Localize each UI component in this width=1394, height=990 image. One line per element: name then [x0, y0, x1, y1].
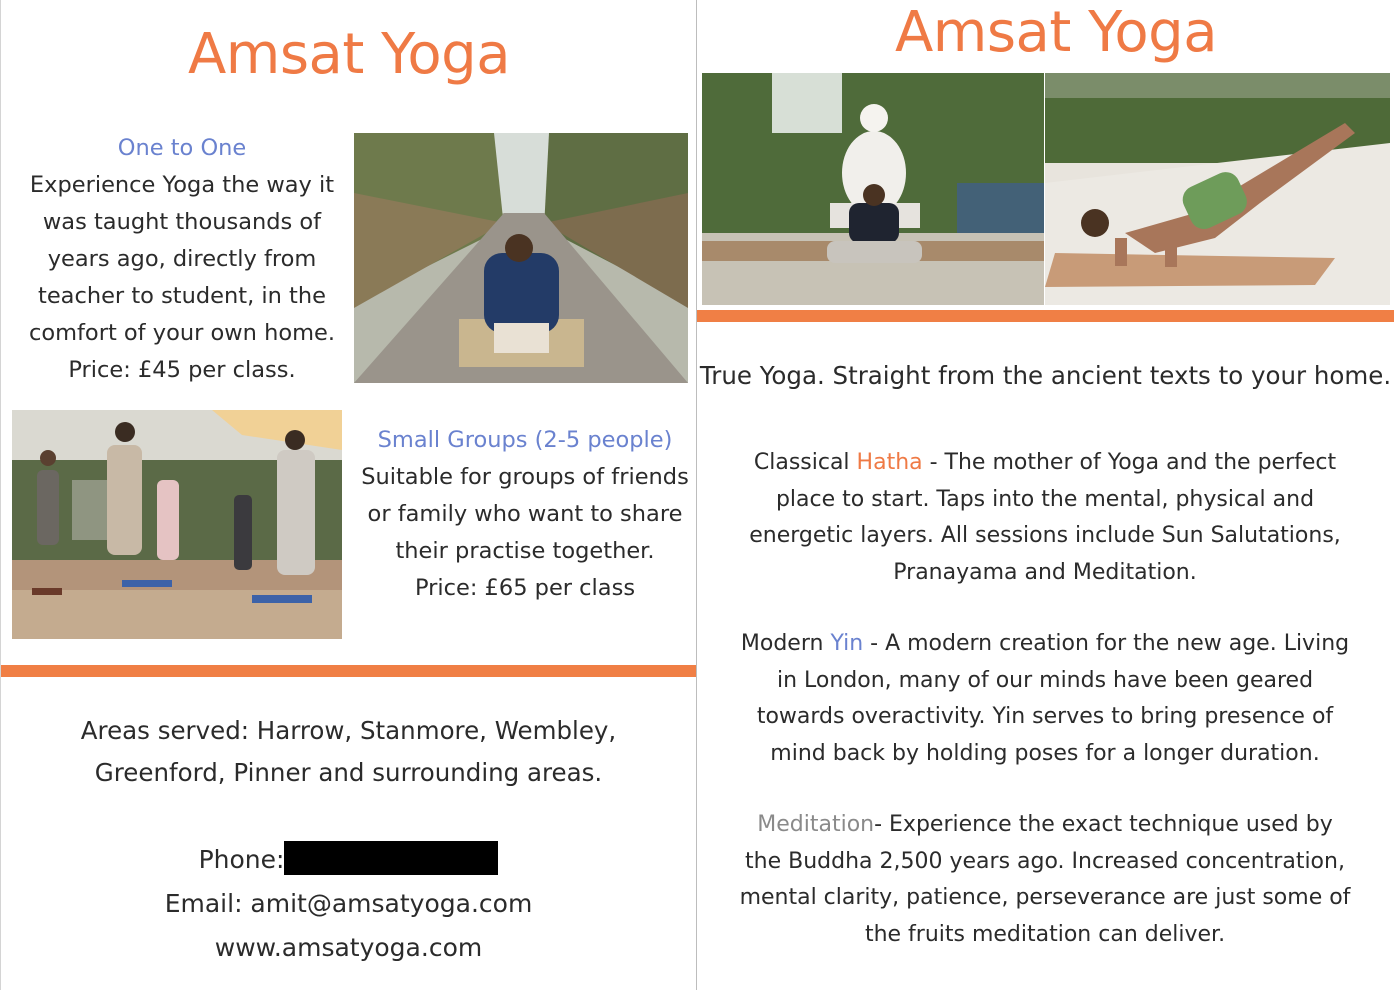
hatha-first-line	[709, 445, 1381, 482]
meditation-first-rest: - Experience the exact technique used by	[874, 812, 1333, 837]
hatha-prefix: Classical	[753, 450, 857, 475]
one-to-one-line: Experience Yoga the way it	[29, 172, 335, 198]
meditation-section	[709, 807, 1381, 953]
meditation-line: the Buddha 2,500 years ago. Increased concentration,	[745, 848, 1345, 874]
areas-line: Areas served: Harrow, Stanmore, Wembley,	[80, 716, 617, 745]
brand-title-left: Amsat Yoga	[188, 22, 511, 87]
hatha-section	[709, 445, 1381, 591]
photo-arm-balance	[1045, 73, 1390, 305]
tagline: True Yoga. Straight from the ancient texts to your home.	[699, 361, 1392, 390]
hatha-line: place to start. Taps into the mental, physical and	[775, 486, 1315, 512]
one-to-one-line: teacher to student, in the	[38, 283, 326, 309]
one-to-one-line: years ago, directly from	[47, 246, 317, 272]
orange-divider-left	[1, 665, 696, 677]
one-to-one-block	[21, 130, 343, 389]
email-text[interactable]: Email: amit@amsatyoga.com	[164, 889, 533, 918]
yin-line: in London, many of our minds have been geared	[776, 667, 1314, 693]
photo-seated-meditation	[702, 73, 1044, 305]
contact-block	[1, 838, 696, 970]
small-groups-heading: Small Groups (2-5 people)	[377, 427, 673, 453]
hatha-first-rest: - The mother of Yoga and the perfect	[922, 450, 1337, 475]
hatha-style-name: Hatha	[856, 450, 923, 475]
small-groups-block	[353, 422, 697, 607]
areas-line: Greenford, Pinner and surrounding areas.	[94, 758, 603, 787]
photo-forward-bend	[354, 133, 688, 383]
yin-first-line	[709, 626, 1381, 663]
one-to-one-line: was taught thousands of	[42, 209, 322, 235]
meditation-line: mental clarity, patience, perseverance are just some of	[739, 885, 1351, 910]
yin-prefix: Modern	[740, 631, 831, 656]
yin-line: mind back by holding poses for a longer duration.	[770, 740, 1320, 766]
one-to-one-price: Price: £45 per class.	[68, 357, 296, 383]
yin-section	[709, 626, 1381, 772]
small-groups-line: Suitable for groups of friends	[361, 464, 689, 490]
yin-first-rest: - A modern creation for the new age. Living	[863, 631, 1350, 656]
brand-title-right: Amsat Yoga	[895, 0, 1218, 65]
one-to-one-heading: One to One	[117, 135, 247, 161]
hatha-line: Pranayama and Meditation.	[893, 559, 1197, 585]
yin-style-name: Yin	[830, 631, 864, 656]
phone-label: Phone:	[198, 845, 285, 874]
meditation-first-line	[709, 807, 1381, 844]
phone-row	[1, 838, 696, 882]
yin-line: towards overactivity. Yin serves to bring presence of	[756, 704, 1334, 729]
one-to-one-line: comfort of your own home.	[28, 320, 336, 346]
hatha-line: energetic layers. All sessions include Sun Salutations,	[749, 523, 1341, 548]
small-groups-line: or family who want to share	[367, 501, 683, 527]
small-groups-price: Price: £65 per class	[414, 575, 636, 601]
meditation-style-name: Meditation	[757, 812, 875, 837]
right-page	[697, 0, 1394, 990]
orange-divider-right	[697, 310, 1394, 322]
phone-redaction	[284, 841, 498, 875]
meditation-line: the fruits meditation can deliver.	[864, 921, 1226, 947]
website-link[interactable]: www.amsatyoga.com	[214, 933, 483, 962]
photo-group-class	[12, 410, 342, 639]
areas-served	[1, 710, 696, 794]
small-groups-line: their practise together.	[395, 538, 655, 564]
